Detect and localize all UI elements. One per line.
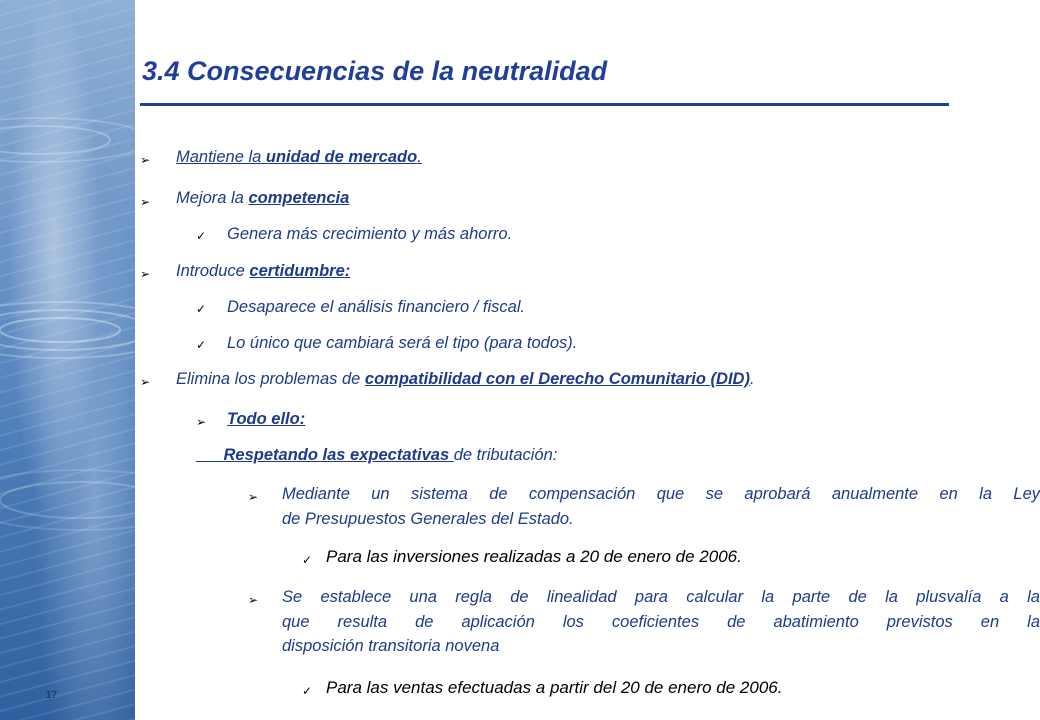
bullet-competencia: Mejora la competencia bbox=[176, 189, 350, 207]
sub-bullet-ventas: Para las ventas efectuadas a partir del 20 de enero de 2006. bbox=[326, 678, 783, 697]
arrowhead-bullet-icon: ➢ bbox=[196, 415, 207, 429]
page-number: 17 bbox=[46, 690, 58, 701]
checkmark-bullet-icon: ✓ bbox=[302, 684, 313, 698]
slide-title: 3.4 Consecuencias de la neutralidad bbox=[142, 56, 608, 86]
bullet-regla-linealidad-line3: disposición transitoria novena bbox=[282, 637, 500, 655]
bullet-sistema-compensacion-line1: Mediante un sistema de compensación que se aprobará anualmente en la Ley bbox=[282, 485, 1040, 503]
title-underline bbox=[140, 103, 949, 106]
checkmark-bullet-icon: ✓ bbox=[196, 302, 207, 316]
bullet-sistema-compensacion-line2: de Presupuestos Generales del Estado. bbox=[282, 510, 574, 528]
checkmark-bullet-icon: ✓ bbox=[196, 229, 207, 243]
sub-bullet-inversiones: Para las inversiones realizadas a 20 de enero de 2006. bbox=[326, 547, 742, 566]
arrowhead-bullet-icon: ➢ bbox=[248, 490, 259, 504]
arrowhead-bullet-icon: ➢ bbox=[140, 375, 151, 389]
bullet-unidad-mercado: Mantiene la unidad de mercado. bbox=[176, 148, 422, 166]
arrowhead-bullet-icon: ➢ bbox=[140, 153, 151, 167]
bullet-certidumbre: Introduce certidumbre: bbox=[176, 262, 351, 280]
bullet-todo-ello: Todo ello: bbox=[227, 410, 306, 428]
sub-bullet-analisis: Desaparece el análisis financiero / fiscal. bbox=[227, 298, 526, 316]
checkmark-bullet-icon: ✓ bbox=[302, 553, 313, 567]
water-ripples bbox=[0, 0, 135, 720]
bullet-regla-linealidad-line1: Se establece una regla de linealidad para calcular la parte de la plusvalía a la bbox=[282, 588, 1040, 606]
checkmark-bullet-icon: ✓ bbox=[196, 338, 207, 352]
arrowhead-bullet-icon: ➢ bbox=[140, 195, 151, 209]
bullet-compatibilidad: Elimina los problemas de compatibilidad con el Derecho Comunitario (DID). bbox=[176, 370, 755, 388]
sub-bullet-tipo: Lo único que cambiará será el tipo (para todos). bbox=[227, 334, 578, 352]
arrowhead-bullet-icon: ➢ bbox=[140, 267, 151, 281]
sub-bullet-crecimiento: Genera más crecimiento y más ahorro. bbox=[227, 225, 513, 243]
water-sidebar-image bbox=[0, 0, 135, 720]
arrowhead-bullet-icon: ➢ bbox=[248, 593, 259, 607]
line-respetando-expectativas: Respetando las expectativas de tributación: bbox=[223, 446, 558, 464]
bullet-regla-linealidad-line2: que resulta de aplicación los coeficientes de abatimiento previstos en la bbox=[282, 613, 1040, 631]
